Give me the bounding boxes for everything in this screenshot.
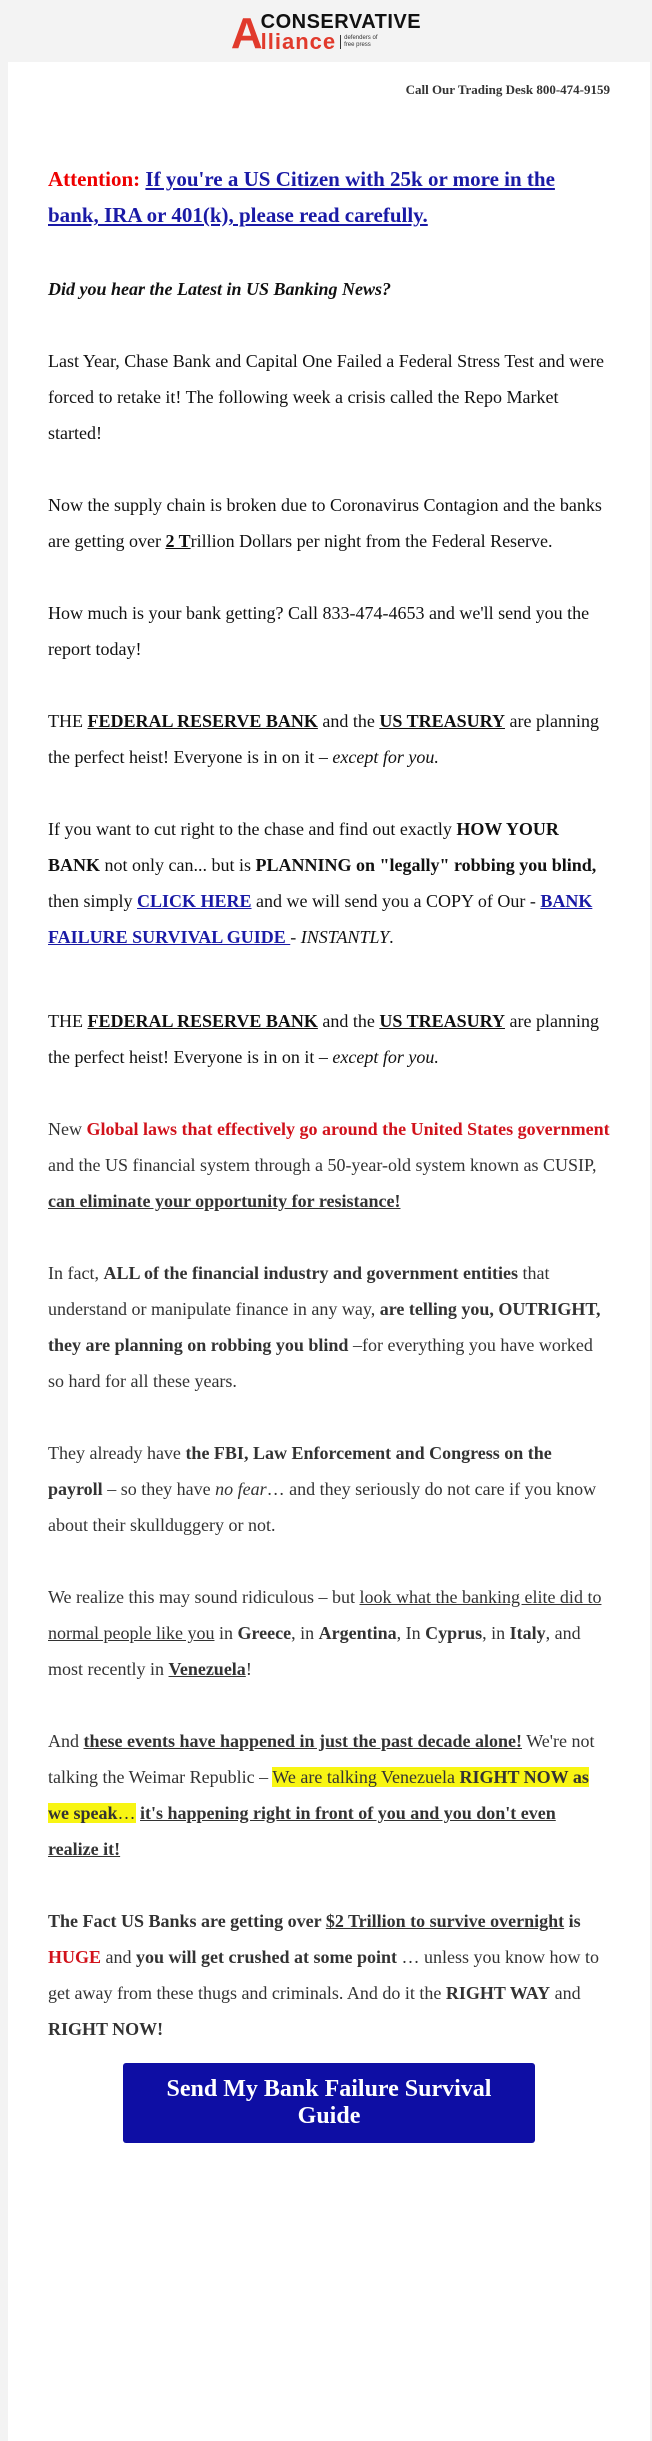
chase-paragraph: If you want to cut right to the chase and find out exactly HOW YOUR BANK not only can... but is PLANNING on "legally" robbing you blind, then simply CLICK HERE and we will send you a COPY of Our - BANK FAILURE SURVIVAL GUIDE - INSTANTLY. xyxy=(48,819,597,947)
logo-text xyxy=(261,12,421,52)
logo-bottom xyxy=(260,29,421,54)
email-content xyxy=(8,161,650,2143)
latest-news-question: Did you hear the Latest in US Banking News? xyxy=(48,279,392,299)
logo-letter: A xyxy=(230,9,263,58)
header-bar xyxy=(0,0,652,62)
click-here-link[interactable]: CLICK HERE xyxy=(137,891,252,911)
heist-paragraph-repeat: THE FEDERAL RESERVE BANK and the US TREASURY are planning the perfect heist! Everyone is in on it – except for you. xyxy=(48,1011,599,1067)
attention-label: Attention: xyxy=(48,167,141,191)
financial-industry-paragraph: In fact, ALL of the financial industry and government entities that understand or manipulate finance in any way, are telling you, OUTRIGHT, they are planning on robbing you blind –for everything you have worked so hard for all these years. xyxy=(48,1263,601,1391)
stress-test-paragraph: Last Year, Chase Bank and Capital One Failed a Federal Stress Test and were forced to retake it! The following week a crisis called the Repo Market started! xyxy=(48,351,605,443)
supply-chain-paragraph: Now the supply chain is broken due to Coronavirus Contagion and the banks are getting over 2 Trillion Dollars per night from the Federal Reserve. xyxy=(48,495,602,551)
two-trillion-paragraph: The Fact US Banks are getting over $2 Trillion to survive overnight is HUGE and you will get crushed at some point … unless you know how to get away from these thugs and criminals. And do it the RIGHT WAY and RIGHT NOW! xyxy=(48,1911,600,2039)
conservative-alliance-logo[interactable] xyxy=(230,9,422,58)
bank-report-paragraph: How much is your bank getting? Call 833-474-4653 and we'll send you the report today! xyxy=(48,603,590,659)
attention-link[interactable]: If you're a US Citizen with 25k or more in the bank, IRA or 401(k), please read carefully. xyxy=(48,167,555,227)
attention-headline xyxy=(48,161,610,233)
global-laws-paragraph: New Global laws that effectively go around the United States government and the US financial system through a 50-year-old system known as CUSIP, can eliminate your opportunity for resistance! xyxy=(48,1119,610,1211)
logo-top-text: CONSERVATIVE xyxy=(260,11,422,33)
logo-tagline: defenders of free press xyxy=(340,35,384,49)
heist-paragraph: THE FEDERAL RESERVE BANK and the US TREASURY are planning the perfect heist! Everyone is in on it – except for you. xyxy=(48,711,599,767)
logo-bottom-text: lliance xyxy=(260,29,337,54)
past-decade-paragraph: And these events have happened in just the past decade alone! We're not talking the Weimar Republic – We are talking Venezuela RIGHT NOW as we speak… it's happening right in front of you and you don't even realize it! xyxy=(48,1731,595,1859)
survival-guide-link[interactable]: BANK FAILURE SURVIVAL GUIDE xyxy=(48,891,593,947)
call-trading-desk: Call Our Trading Desk 800-474-9159 xyxy=(405,82,610,97)
email-body xyxy=(8,62,650,2441)
cta-container xyxy=(48,2063,610,2143)
fbi-paragraph: They already have the FBI, Law Enforcement and Congress on the payroll – so they have no fear… and they seriously do not care if you know about their skullduggery or not. xyxy=(48,1443,597,1535)
send-survival-guide-button[interactable]: Send My Bank Failure Survival Guide xyxy=(123,2063,535,2143)
banking-elite-paragraph: We realize this may sound ridiculous – but look what the banking elite did to normal people like you in Greece, in Argentina, In Cyprus, in Italy, and most recently in Venezuela! xyxy=(48,1587,602,1679)
